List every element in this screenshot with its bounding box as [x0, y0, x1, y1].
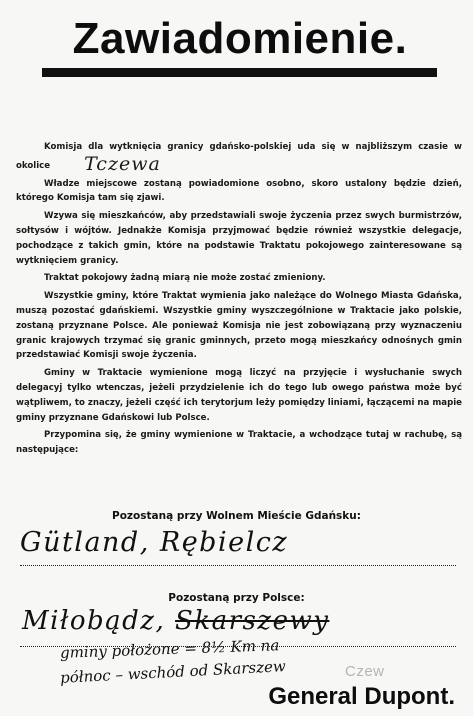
paragraph-6: Gminy w Traktacie wymienione mogą liczyć na przyjęcie i wysłuchanie swych delegacyj tylko wtenczas, jeżeli przydzielenie ich do tego lub owego państwa może być wątpliwem, to znaczy, jeżeli część ich terytorjum leży pomiędzy liniami, łączącemi na mapie gminy przyznane Gdańskowi lub Polsce. — [16, 368, 462, 423]
section-poland-heading: Pozostaną przy Polsce: — [168, 592, 305, 604]
watermark: Czew — [345, 663, 385, 680]
signature: General Dupont. — [268, 683, 455, 710]
section-poland-separator: , — [155, 606, 166, 636]
section-gdansk-handwritten: Gütland, Rębielcz — [20, 527, 289, 558]
handwritten-place: Tczewa — [84, 152, 161, 175]
section-gdansk-heading: Pozostaną przy Wolnem Mieście Gdańsku: — [112, 510, 361, 522]
paragraph-1-text: Komisja dla wytknięcia granicy gdańsko-polskiej uda się w najbliższym czasie w okolice — [16, 142, 462, 171]
handwritten-note-line-1: gminy położone = 8½ Km na — [59, 636, 280, 662]
paragraph-1 — [16, 140, 462, 174]
paragraph-2: Władze miejscowe zostaną powiadomione osobno, skoro ustalony będzie dzień, którego Komisja tam się zjawi. — [16, 178, 462, 204]
paragraph-5: Wszystkie gminy, które Traktat wymienia jako należące do Wolnego Miasta Gdańska, muszą pozostać gdańskiemi. Wszystkie gminy wyszczególnione w Traktacie jako polskie, zostaną przyznane Polsce. Ale ponieważ Komisja nie jest zobowiązaną przy wyznaczeniu granic krajowych trzymać się granic gminnych, przeto mogą mieszkańcy odnośnych gmin przedstawiać Komisji swoje życzenia. — [16, 291, 462, 361]
document-body — [16, 140, 462, 461]
handwritten-note-line-2: północ – wschód od Skarszew — [59, 657, 287, 687]
paragraph-7: Przypomina się, że gminy wymienione w Traktacie, a wchodzące tutaj w rachubę, są następujące: — [16, 430, 462, 456]
section-gdansk-dotted-line — [20, 565, 456, 566]
title-underline — [42, 68, 437, 77]
document-title: Zawiadomienie. — [72, 14, 408, 63]
paragraph-4: Traktat pokojowy żadną miarą nie może zostać zmieniony. — [44, 273, 326, 284]
section-poland-handwritten: Miłobądz — [22, 606, 156, 636]
section-poland-handwritten-line — [22, 606, 329, 636]
section-poland-struck-name: Skarszewy — [175, 606, 330, 636]
paragraph-3: Wzywa się mieszkańców, aby przedstawiali swoje życzenia przez swych burmistrzów, sołtysów i wójtów. Jednakże Komisja przyjmować będzie również wszystkie delegacje, pochodzące z takich gmin, które na podstawie Traktatu pokojowego zainteresowane są wytknięciem granicy. — [16, 211, 462, 266]
